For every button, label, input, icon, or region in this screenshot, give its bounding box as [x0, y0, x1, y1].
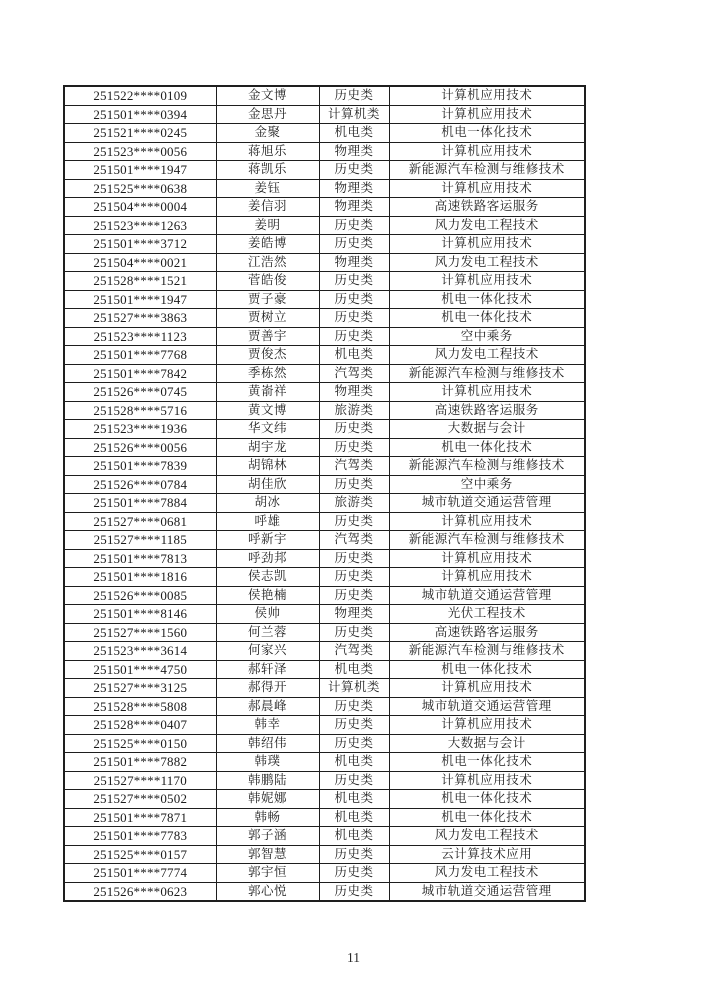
cell-subject-category: 计算机类 [319, 679, 389, 698]
cell-subject-category: 机电类 [319, 660, 389, 679]
cell-admitted-major: 城市轨道交通运营管理 [389, 586, 585, 605]
cell-subject-category: 物理类 [319, 198, 389, 217]
cell-student-name: 姜明 [216, 216, 319, 235]
cell-candidate-id: 251523****1123 [64, 327, 216, 346]
cell-subject-category: 历史类 [319, 697, 389, 716]
cell-admitted-major: 机电一体化技术 [389, 660, 585, 679]
cell-candidate-id: 251501****1816 [64, 568, 216, 587]
cell-candidate-id: 251526****0745 [64, 383, 216, 402]
table-row [64, 697, 585, 716]
cell-admitted-major: 机电一体化技术 [389, 790, 585, 809]
cell-candidate-id: 251523****0056 [64, 142, 216, 161]
table-row [64, 494, 585, 513]
table-row [64, 438, 585, 457]
cell-candidate-id: 251525****0150 [64, 734, 216, 753]
cell-student-name: 蒋凯乐 [216, 161, 319, 180]
cell-subject-category: 历史类 [319, 549, 389, 568]
cell-admitted-major: 空中乘务 [389, 475, 585, 494]
cell-candidate-id: 251501****1947 [64, 161, 216, 180]
cell-student-name: 侯艳楠 [216, 586, 319, 605]
table-row [64, 309, 585, 328]
table-row [64, 790, 585, 809]
table-row [64, 86, 585, 105]
cell-subject-category: 历史类 [319, 86, 389, 105]
cell-subject-category: 汽驾类 [319, 457, 389, 476]
cell-candidate-id: 251526****0784 [64, 475, 216, 494]
cell-student-name: 华文纬 [216, 420, 319, 439]
table-row [64, 882, 585, 901]
table-row [64, 420, 585, 439]
cell-admitted-major: 计算机应用技术 [389, 771, 585, 790]
cell-student-name: 侯帅 [216, 605, 319, 624]
cell-admitted-major: 城市轨道交通运营管理 [389, 494, 585, 513]
table-row [64, 253, 585, 272]
cell-student-name: 何家兴 [216, 642, 319, 661]
table-row [64, 272, 585, 291]
cell-subject-category: 历史类 [319, 272, 389, 291]
cell-candidate-id: 251527****0502 [64, 790, 216, 809]
cell-subject-category: 物理类 [319, 253, 389, 272]
cell-student-name: 郭子涵 [216, 827, 319, 846]
cell-admitted-major: 计算机应用技术 [389, 105, 585, 124]
cell-candidate-id: 251501****7871 [64, 808, 216, 827]
cell-admitted-major: 机电一体化技术 [389, 438, 585, 457]
cell-candidate-id: 251527****1170 [64, 771, 216, 790]
cell-candidate-id: 251523****3614 [64, 642, 216, 661]
table-row [64, 346, 585, 365]
cell-admitted-major: 新能源汽车检测与维修技术 [389, 457, 585, 476]
table-row [64, 216, 585, 235]
cell-student-name: 韩璞 [216, 753, 319, 772]
cell-subject-category: 历史类 [319, 771, 389, 790]
cell-candidate-id: 251521****0245 [64, 124, 216, 143]
cell-candidate-id: 251525****0157 [64, 845, 216, 864]
table-row [64, 105, 585, 124]
cell-subject-category: 物理类 [319, 383, 389, 402]
cell-admitted-major: 高速铁路客运服务 [389, 623, 585, 642]
table-row [64, 531, 585, 550]
cell-student-name: 贾善宇 [216, 327, 319, 346]
cell-student-name: 郝轩泽 [216, 660, 319, 679]
cell-admitted-major: 风力发电工程技术 [389, 253, 585, 272]
cell-student-name: 胡冰 [216, 494, 319, 513]
cell-admitted-major: 大数据与会计 [389, 420, 585, 439]
cell-student-name: 江浩然 [216, 253, 319, 272]
cell-admitted-major: 计算机应用技术 [389, 716, 585, 735]
cell-student-name: 蒋旭乐 [216, 142, 319, 161]
roster-table-body [64, 86, 585, 901]
cell-admitted-major: 计算机应用技术 [389, 142, 585, 161]
cell-candidate-id: 251527****1185 [64, 531, 216, 550]
cell-subject-category: 历史类 [319, 438, 389, 457]
cell-subject-category: 机电类 [319, 346, 389, 365]
cell-candidate-id: 251501****3712 [64, 235, 216, 254]
table-row [64, 179, 585, 198]
cell-subject-category: 历史类 [319, 734, 389, 753]
cell-subject-category: 历史类 [319, 327, 389, 346]
cell-admitted-major: 新能源汽车检测与维修技术 [389, 531, 585, 550]
cell-student-name: 黄文博 [216, 401, 319, 420]
cell-admitted-major: 机电一体化技术 [389, 124, 585, 143]
cell-candidate-id: 251501****7839 [64, 457, 216, 476]
cell-admitted-major: 计算机应用技术 [389, 383, 585, 402]
cell-subject-category: 历史类 [319, 845, 389, 864]
cell-candidate-id: 251526****0085 [64, 586, 216, 605]
cell-subject-category: 历史类 [319, 568, 389, 587]
cell-admitted-major: 风力发电工程技术 [389, 864, 585, 883]
cell-student-name: 金聚 [216, 124, 319, 143]
table-row [64, 124, 585, 143]
table-row [64, 512, 585, 531]
table-row [64, 235, 585, 254]
cell-subject-category: 历史类 [319, 216, 389, 235]
table-row [64, 364, 585, 383]
cell-subject-category: 历史类 [319, 586, 389, 605]
cell-candidate-id: 251522****0109 [64, 86, 216, 105]
cell-candidate-id: 251501****7813 [64, 549, 216, 568]
cell-student-name: 郝得开 [216, 679, 319, 698]
cell-candidate-id: 251501****7882 [64, 753, 216, 772]
cell-student-name: 郭宇恒 [216, 864, 319, 883]
cell-subject-category: 旅游类 [319, 401, 389, 420]
cell-student-name: 郝晨峰 [216, 697, 319, 716]
cell-subject-category: 历史类 [319, 290, 389, 309]
table-row [64, 475, 585, 494]
cell-student-name: 胡佳欣 [216, 475, 319, 494]
table-row [64, 198, 585, 217]
cell-admitted-major: 计算机应用技术 [389, 568, 585, 587]
cell-subject-category: 汽驾类 [319, 364, 389, 383]
cell-candidate-id: 251501****7783 [64, 827, 216, 846]
cell-candidate-id: 251501****0394 [64, 105, 216, 124]
cell-subject-category: 汽驾类 [319, 642, 389, 661]
table-row [64, 605, 585, 624]
table-row [64, 734, 585, 753]
cell-candidate-id: 251528****5808 [64, 697, 216, 716]
cell-admitted-major: 计算机应用技术 [389, 272, 585, 291]
cell-student-name: 胡锦林 [216, 457, 319, 476]
cell-subject-category: 历史类 [319, 864, 389, 883]
cell-student-name: 韩绍伟 [216, 734, 319, 753]
table-row [64, 161, 585, 180]
cell-subject-category: 机电类 [319, 808, 389, 827]
cell-student-name: 韩畅 [216, 808, 319, 827]
cell-admitted-major: 计算机应用技术 [389, 512, 585, 531]
cell-candidate-id: 251527****3125 [64, 679, 216, 698]
cell-candidate-id: 251501****7774 [64, 864, 216, 883]
table-row [64, 642, 585, 661]
table-row [64, 753, 585, 772]
cell-admitted-major: 风力发电工程技术 [389, 346, 585, 365]
cell-subject-category: 历史类 [319, 716, 389, 735]
cell-candidate-id: 251501****7768 [64, 346, 216, 365]
cell-subject-category: 历史类 [319, 309, 389, 328]
cell-candidate-id: 251525****0638 [64, 179, 216, 198]
cell-subject-category: 物理类 [319, 142, 389, 161]
cell-candidate-id: 251528****5716 [64, 401, 216, 420]
cell-student-name: 季栋然 [216, 364, 319, 383]
cell-admitted-major: 云计算技术应用 [389, 845, 585, 864]
cell-candidate-id: 251523****1936 [64, 420, 216, 439]
cell-student-name: 胡宇龙 [216, 438, 319, 457]
cell-admitted-major: 计算机应用技术 [389, 86, 585, 105]
cell-student-name: 金思丹 [216, 105, 319, 124]
table-row [64, 290, 585, 309]
cell-admitted-major: 新能源汽车检测与维修技术 [389, 642, 585, 661]
cell-admitted-major: 机电一体化技术 [389, 808, 585, 827]
cell-subject-category: 机电类 [319, 753, 389, 772]
cell-admitted-major: 新能源汽车检测与维修技术 [389, 161, 585, 180]
cell-admitted-major: 机电一体化技术 [389, 753, 585, 772]
cell-admitted-major: 计算机应用技术 [389, 549, 585, 568]
cell-admitted-major: 大数据与会计 [389, 734, 585, 753]
cell-student-name: 姜钰 [216, 179, 319, 198]
cell-candidate-id: 251527****0681 [64, 512, 216, 531]
table-row [64, 808, 585, 827]
cell-student-name: 韩鹏陆 [216, 771, 319, 790]
cell-candidate-id: 251527****3863 [64, 309, 216, 328]
cell-candidate-id: 251527****1560 [64, 623, 216, 642]
cell-student-name: 郭心悦 [216, 882, 319, 901]
table-row [64, 383, 585, 402]
cell-student-name: 何兰蓉 [216, 623, 319, 642]
cell-subject-category: 历史类 [319, 161, 389, 180]
cell-student-name: 呼雄 [216, 512, 319, 531]
cell-candidate-id: 251504****0004 [64, 198, 216, 217]
cell-admitted-major: 城市轨道交通运营管理 [389, 882, 585, 901]
cell-candidate-id: 251501****4750 [64, 660, 216, 679]
cell-student-name: 呼新宇 [216, 531, 319, 550]
cell-student-name: 黄嵛祥 [216, 383, 319, 402]
cell-subject-category: 物理类 [319, 179, 389, 198]
cell-subject-category: 历史类 [319, 623, 389, 642]
cell-subject-category: 汽驾类 [319, 531, 389, 550]
cell-candidate-id: 251501****1947 [64, 290, 216, 309]
cell-admitted-major: 高速铁路客运服务 [389, 401, 585, 420]
cell-admitted-major: 空中乘务 [389, 327, 585, 346]
cell-candidate-id: 251501****7842 [64, 364, 216, 383]
table-row [64, 327, 585, 346]
cell-candidate-id: 251526****0056 [64, 438, 216, 457]
cell-student-name: 韩幸 [216, 716, 319, 735]
cell-subject-category: 历史类 [319, 235, 389, 254]
cell-candidate-id: 251501****8146 [64, 605, 216, 624]
cell-student-name: 郭智慧 [216, 845, 319, 864]
cell-subject-category: 历史类 [319, 475, 389, 494]
cell-candidate-id: 251528****1521 [64, 272, 216, 291]
cell-subject-category: 机电类 [319, 790, 389, 809]
cell-student-name: 韩妮娜 [216, 790, 319, 809]
table-row [64, 401, 585, 420]
cell-admitted-major: 风力发电工程技术 [389, 216, 585, 235]
table-row [64, 586, 585, 605]
cell-subject-category: 机电类 [319, 124, 389, 143]
page-number: 11 [347, 950, 360, 965]
table-row [64, 716, 585, 735]
table-row [64, 623, 585, 642]
cell-candidate-id: 251528****0407 [64, 716, 216, 735]
table-row [64, 142, 585, 161]
cell-student-name: 金文博 [216, 86, 319, 105]
cell-subject-category: 机电类 [319, 827, 389, 846]
cell-admitted-major: 计算机应用技术 [389, 235, 585, 254]
cell-candidate-id: 251501****7884 [64, 494, 216, 513]
cell-candidate-id: 251526****0623 [64, 882, 216, 901]
cell-candidate-id: 251504****0021 [64, 253, 216, 272]
table-row [64, 845, 585, 864]
cell-admitted-major: 风力发电工程技术 [389, 827, 585, 846]
cell-student-name: 菅皓俊 [216, 272, 319, 291]
table-row [64, 457, 585, 476]
table-row [64, 864, 585, 883]
cell-subject-category: 物理类 [319, 605, 389, 624]
table-row [64, 568, 585, 587]
cell-admitted-major: 机电一体化技术 [389, 290, 585, 309]
table-row [64, 549, 585, 568]
cell-student-name: 姜信羽 [216, 198, 319, 217]
cell-student-name: 贾俊杰 [216, 346, 319, 365]
cell-student-name: 姜皓博 [216, 235, 319, 254]
table-row [64, 660, 585, 679]
cell-admitted-major: 计算机应用技术 [389, 179, 585, 198]
cell-subject-category: 历史类 [319, 512, 389, 531]
table-row [64, 827, 585, 846]
admission-roster-table [63, 85, 586, 902]
cell-student-name: 贾树立 [216, 309, 319, 328]
table-row [64, 679, 585, 698]
cell-student-name: 呼劲邦 [216, 549, 319, 568]
cell-subject-category: 计算机类 [319, 105, 389, 124]
cell-student-name: 贾子豪 [216, 290, 319, 309]
cell-student-name: 侯志凯 [216, 568, 319, 587]
cell-admitted-major: 新能源汽车检测与维修技术 [389, 364, 585, 383]
cell-admitted-major: 城市轨道交通运营管理 [389, 697, 585, 716]
cell-subject-category: 历史类 [319, 882, 389, 901]
cell-admitted-major: 计算机应用技术 [389, 679, 585, 698]
cell-candidate-id: 251523****1263 [64, 216, 216, 235]
cell-admitted-major: 光伏工程技术 [389, 605, 585, 624]
cell-subject-category: 旅游类 [319, 494, 389, 513]
cell-subject-category: 历史类 [319, 420, 389, 439]
cell-admitted-major: 高速铁路客运服务 [389, 198, 585, 217]
table-row [64, 771, 585, 790]
cell-admitted-major: 机电一体化技术 [389, 309, 585, 328]
